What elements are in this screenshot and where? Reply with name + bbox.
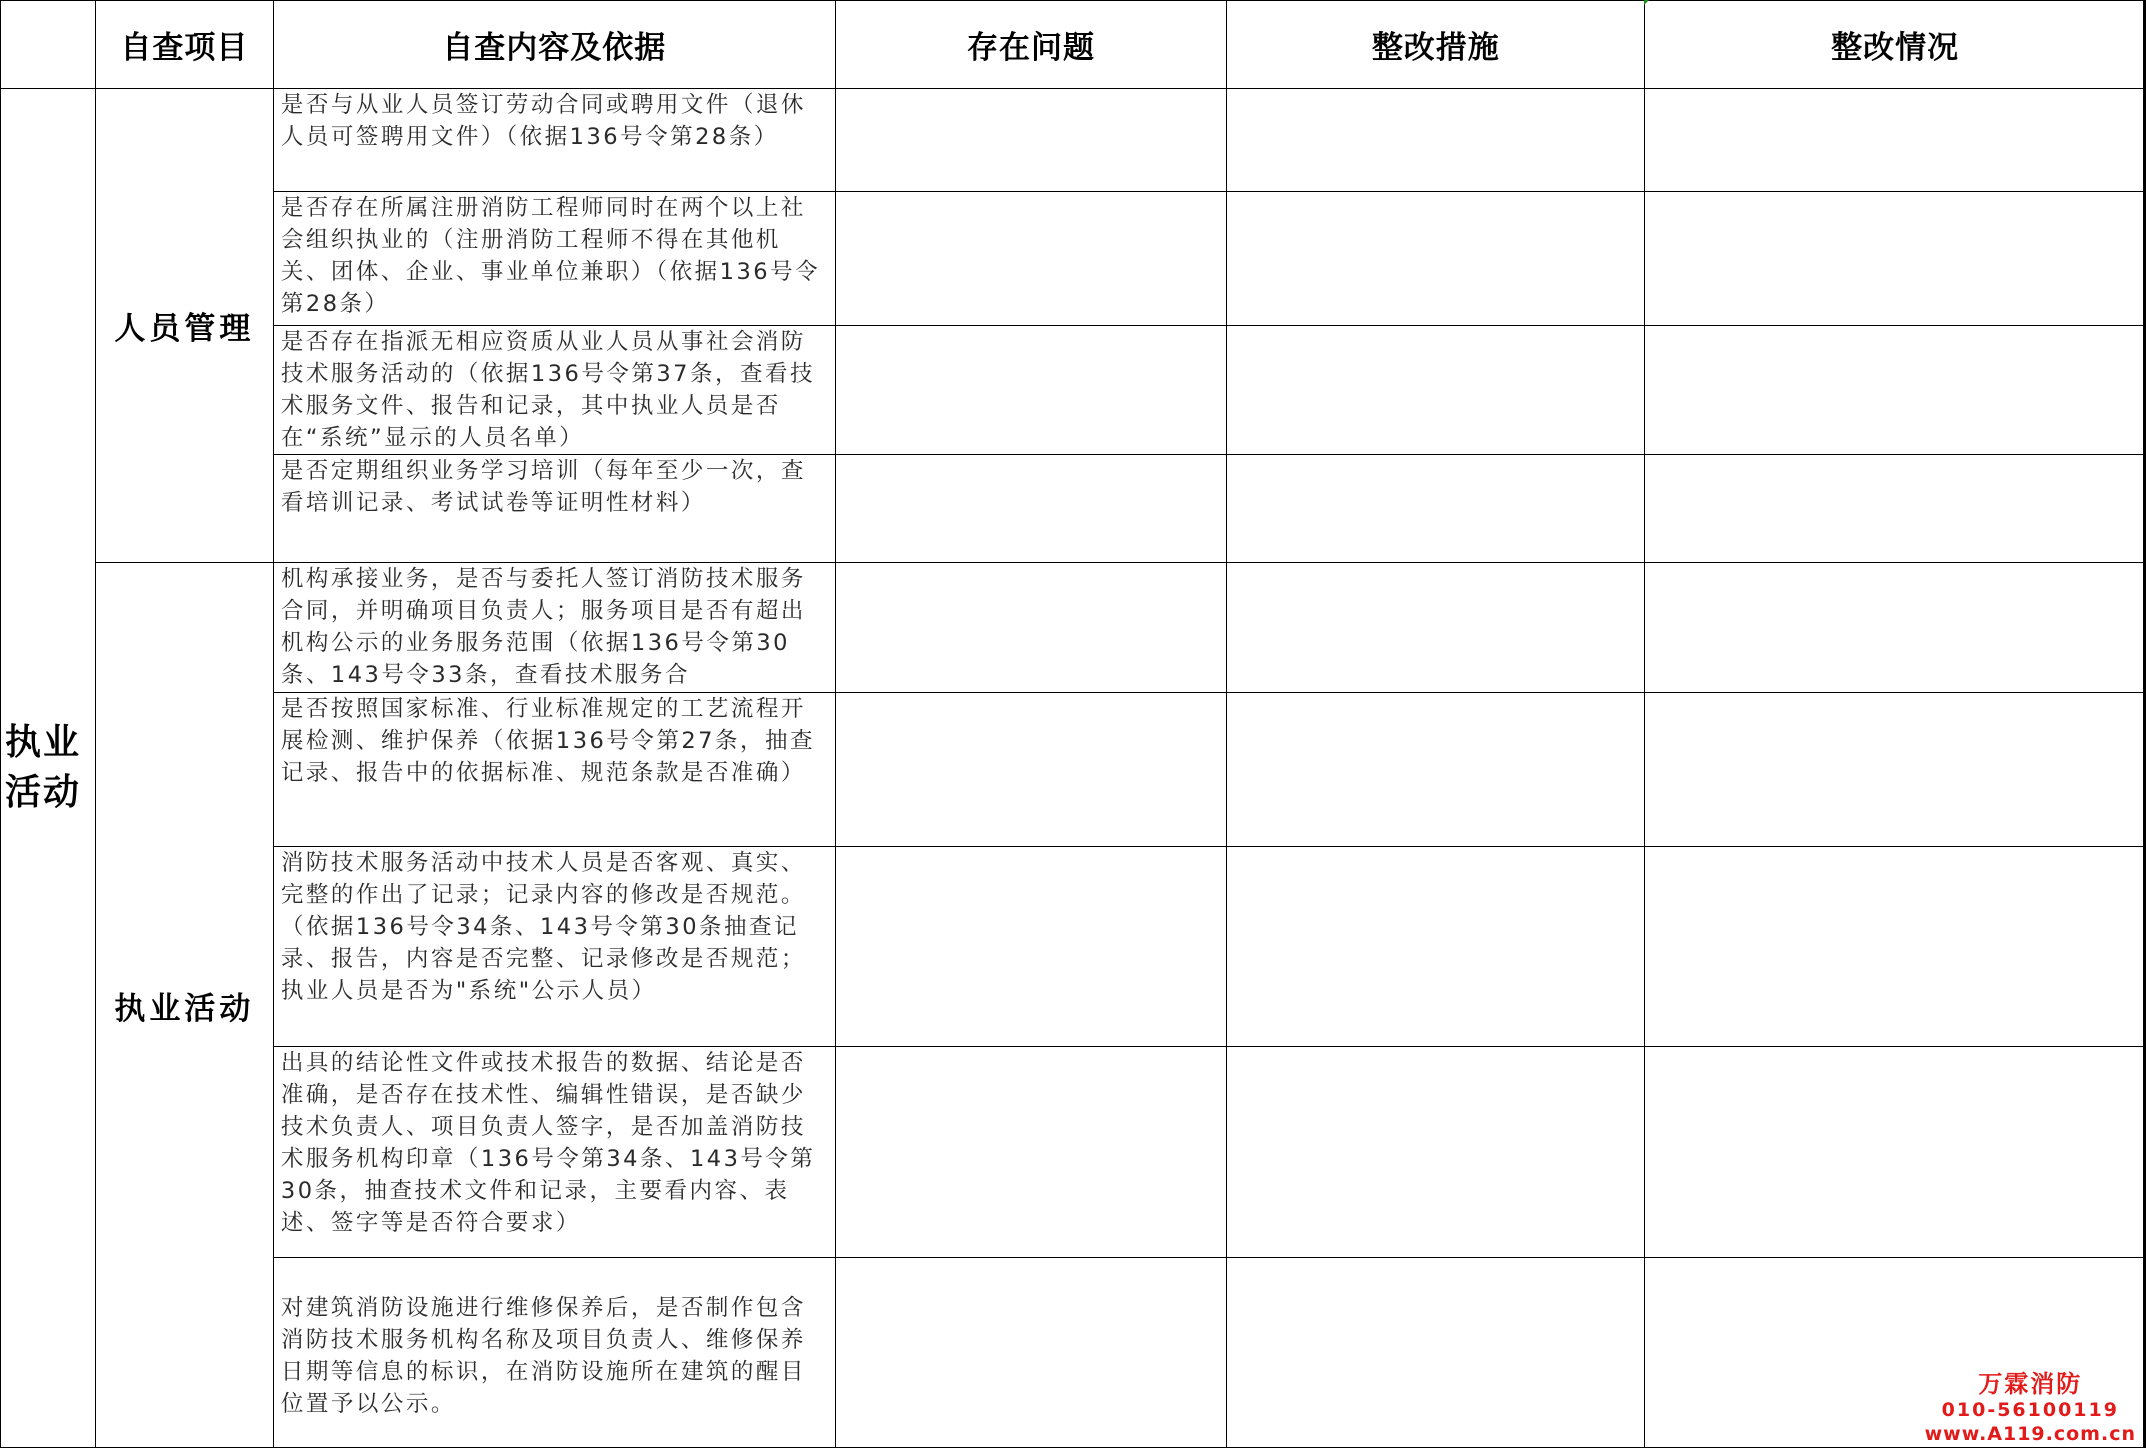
problem-cell[interactable] bbox=[835, 563, 1227, 693]
status-cell[interactable] bbox=[1645, 326, 2146, 455]
problem-cell[interactable] bbox=[835, 847, 1227, 1047]
watermark bbox=[1925, 1370, 2136, 1446]
content-cell[interactable]: 出具的结论性文件或技术报告的数据、结论是否准确，是否存在技术性、编辑性错误，是否缺少技术负责人、项目负责人签字，是否加盖消防技术服务机构印章（136号令第34条、143号令第30条，抽查技术文件和记录，主要看内容、表述、签字等是否符合要求） bbox=[273, 1047, 835, 1258]
problem-cell[interactable] bbox=[835, 192, 1227, 326]
measure-cell[interactable] bbox=[1227, 1047, 1645, 1258]
header-measures[interactable]: 整改措施 bbox=[1227, 1, 1645, 89]
table-row bbox=[1, 693, 2146, 847]
content-cell[interactable]: 机构承接业务，是否与委托人签订消防技术服务合同，并明确项目负责人；服务项目是否有超出机构公示的业务服务范围（依据136号令第30条、143号令33条，查看技术服务合 bbox=[273, 563, 835, 693]
problem-cell[interactable] bbox=[835, 693, 1227, 847]
table-row bbox=[1, 1047, 2146, 1258]
content-cell[interactable]: 是否按照国家标准、行业标准规定的工艺流程开展检测、维护保养（依据136号令第27条，抽查记录、报告中的依据标准、规范条款是否准确） bbox=[273, 693, 835, 847]
measure-cell[interactable] bbox=[1227, 693, 1645, 847]
content-cell[interactable]: 是否存在指派无相应资质从业人员从事社会消防技术服务活动的（依据136号令第37条，查看技术服务文件、报告和记录，其中执业人员是否在“系统”显示的人员名单） bbox=[273, 326, 835, 455]
content-cell[interactable]: 是否与从业人员签订劳动合同或聘用文件（退休人员可签聘用文件）（依据136号令第28条） bbox=[273, 89, 835, 192]
table-row bbox=[1, 455, 2146, 563]
table-row bbox=[1, 89, 2146, 192]
header-blank-cell bbox=[1, 1, 96, 89]
content-cell[interactable]: 对建筑消防设施进行维修保养后，是否制作包含消防技术服务机构名称及项目负责人、维修保养日期等信息的标识，在消防设施所在建筑的醒目位置予以公示。 bbox=[273, 1258, 835, 1448]
status-cell[interactable] bbox=[1645, 847, 2146, 1047]
table-row bbox=[1, 326, 2146, 455]
status-cell[interactable] bbox=[1645, 89, 2146, 192]
problem-cell[interactable] bbox=[835, 1258, 1227, 1448]
content-cell[interactable]: 消防技术服务活动中技术人员是否客观、真实、完整的作出了记录；记录内容的修改是否规范。（依据136号令34条、143号令第30条抽查记录、报告，内容是否完整、记录修改是否规范；执业人员是否为"系统"公示人员） bbox=[273, 847, 835, 1047]
category-practice[interactable]: 执业活动 bbox=[95, 563, 273, 1448]
problem-cell[interactable] bbox=[835, 455, 1227, 563]
category-personnel[interactable]: 人员管理 bbox=[95, 89, 273, 563]
problem-cell[interactable] bbox=[835, 1047, 1227, 1258]
header-status[interactable]: 整改情况 bbox=[1645, 1, 2146, 89]
status-cell[interactable] bbox=[1645, 455, 2146, 563]
measure-cell[interactable] bbox=[1227, 326, 1645, 455]
problem-cell[interactable] bbox=[835, 326, 1227, 455]
status-cell[interactable] bbox=[1645, 192, 2146, 326]
measure-cell[interactable] bbox=[1227, 563, 1645, 693]
header-item[interactable]: 自查项目 bbox=[95, 1, 273, 89]
header-content-basis[interactable]: 自查内容及依据 bbox=[273, 1, 835, 89]
table-row bbox=[1, 1258, 2146, 1448]
table-row bbox=[1, 192, 2146, 326]
watermark-url: www.A119.com.cn bbox=[1924, 1423, 2136, 1445]
content-cell[interactable]: 是否定期组织业务学习培训（每年至少一次，查看培训记录、考试试卷等证明性材料） bbox=[273, 455, 835, 563]
group-label: 执业活动 bbox=[5, 722, 82, 813]
status-cell[interactable] bbox=[1645, 693, 2146, 847]
group-label-cell[interactable] bbox=[1, 89, 96, 1448]
status-cell[interactable] bbox=[1645, 563, 2146, 693]
measure-cell[interactable] bbox=[1227, 455, 1645, 563]
table-row bbox=[1, 563, 2146, 693]
content-cell[interactable]: 是否存在所属注册消防工程师同时在两个以上社会组织执业的（注册消防工程师不得在其他机关、团体、企业、事业单位兼职）（依据136号令第28条） bbox=[273, 192, 835, 326]
table-row bbox=[1, 847, 2146, 1047]
cell-comment-indicator bbox=[1644, 0, 1649, 5]
watermark-phone: 010-56100119 bbox=[1941, 1399, 2119, 1421]
header-problems[interactable]: 存在问题 bbox=[835, 1, 1227, 89]
header-row bbox=[1, 1, 2146, 89]
problem-cell[interactable] bbox=[835, 89, 1227, 192]
measure-cell[interactable] bbox=[1227, 847, 1645, 1047]
watermark-name: 万霖消防 bbox=[1978, 1370, 2083, 1398]
measure-cell[interactable] bbox=[1227, 89, 1645, 192]
measure-cell[interactable] bbox=[1227, 192, 1645, 326]
status-cell[interactable] bbox=[1645, 1047, 2146, 1258]
measure-cell[interactable] bbox=[1227, 1258, 1645, 1448]
